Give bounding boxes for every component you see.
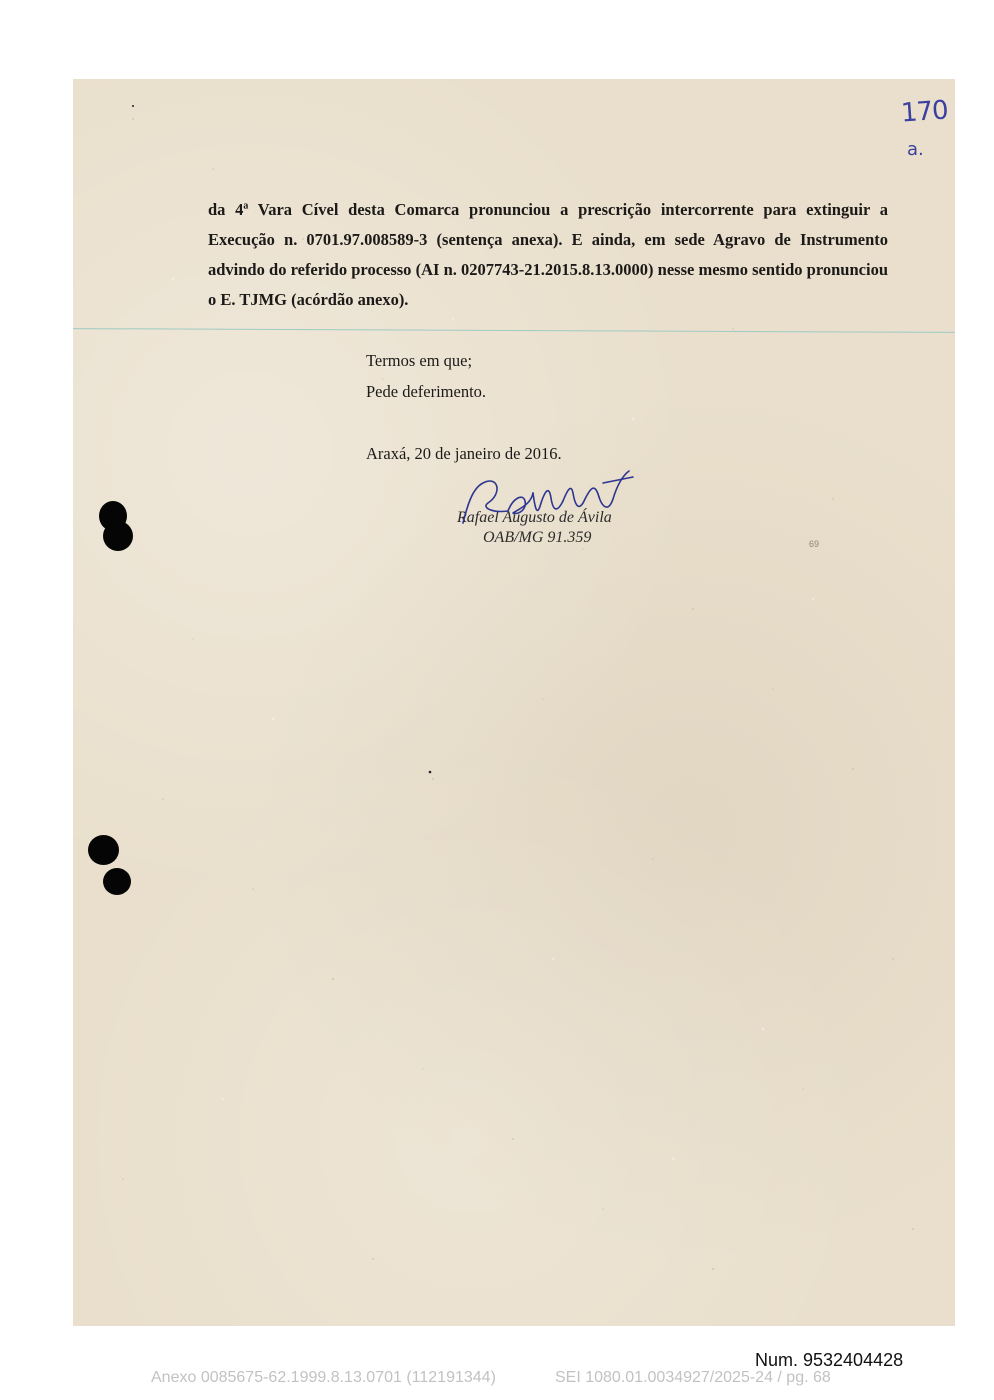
document-number: Num. 9532404428 <box>755 1350 904 1370</box>
scanned-page <box>73 79 955 1326</box>
annex-reference: Anexo 0085675-62.1999.8.13.0701 (112191344) <box>151 1369 496 1386</box>
signatory-name: Rafael Augusto de Ávila <box>457 509 612 526</box>
closing-line-2: Pede deferimento. <box>366 382 487 401</box>
folio-mark: a. <box>907 139 924 160</box>
punch-hole <box>103 521 133 551</box>
punch-hole <box>103 868 131 895</box>
closing-line-1: Termos em que; <box>366 351 473 370</box>
stamp-mark: 69 <box>809 539 820 549</box>
place-date: Araxá, 20 de janeiro de 2016. <box>366 444 562 463</box>
signatory-oab: OAB/MG 91.359 <box>483 529 592 546</box>
body-paragraph: da 4ª Vara Cível desta Comarca pronunciou a prescrição intercorrente para extinguir a Execução n. 0701.97.008589-3 (sentença anexa). E ainda, em sede Agravo de Instrumento advindo do referido processo (AI n. 0207743-21.2015.8.13.0000) nesse mesmo sentido pronunciou o E. TJMG (acórdão anexo). <box>208 200 888 309</box>
folio-number: 170 <box>900 95 949 129</box>
punch-hole <box>88 835 119 865</box>
sei-reference: SEI 1080.01.0034927/2025-24 / pg. 68 <box>555 1369 831 1386</box>
handwritten-signature <box>453 463 643 543</box>
